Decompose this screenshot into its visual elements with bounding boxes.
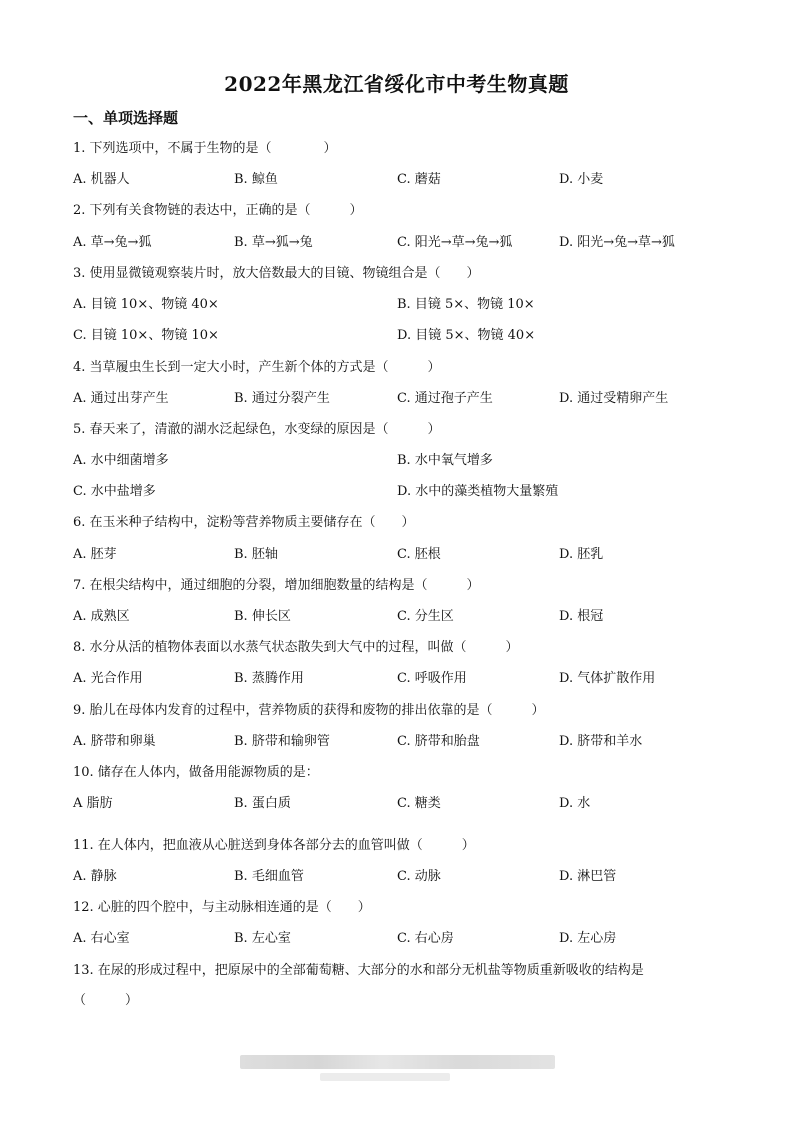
option-d: D. 气体扩散作用: [559, 671, 656, 686]
option-c: C. 呼吸作用: [397, 671, 467, 686]
option-b: B. 通过分裂产生: [234, 391, 330, 406]
option-d: D. 阳光→兔→草→狐: [559, 235, 675, 250]
option-b: B. 伸长区: [234, 609, 291, 624]
option-c: C. 动脉: [397, 869, 441, 884]
option-a: A. 胚芽: [73, 547, 117, 562]
option-b: B. 毛细血管: [234, 869, 304, 884]
option-b: B. 目镜 5×、物镜 10×: [397, 297, 535, 312]
question-stem: 12. 心脏的四个腔中，与主动脉相连通的是（ ）: [73, 900, 371, 915]
option-b: B. 鲸鱼: [234, 172, 278, 187]
option-d: D. 水中的藻类植物大量繁殖: [397, 484, 559, 499]
question-stem-continuation: （ ）: [73, 993, 139, 1008]
footer-watermark: [240, 1055, 555, 1069]
question-stem: 9. 胎儿在母体内发育的过程中，营养物质的获得和废物的排出依靠的是（ ）: [73, 703, 545, 718]
option-a: A 脂肪: [73, 796, 113, 811]
option-b: B. 水中氧气增多: [397, 453, 493, 468]
question-stem: 8. 水分从活的植物体表面以水蒸气状态散失到大气中的过程，叫做（ ）: [73, 640, 519, 655]
option-b: B. 左心室: [234, 931, 291, 946]
question-stem: 1. 下列选项中，不属于生物的是（ ）: [73, 141, 337, 156]
option-b: B. 蛋白质: [234, 796, 291, 811]
option-d: D. 胚乳: [559, 547, 604, 562]
section-title: 一、单项选择题: [73, 109, 179, 127]
page-title: 2022年黑龙江省绥化市中考生物真题: [224, 72, 569, 96]
option-d: D. 左心房: [559, 931, 617, 946]
option-a: A. 右心室: [73, 931, 130, 946]
option-a: A. 成熟区: [73, 609, 130, 624]
option-a: A. 光合作用: [73, 671, 143, 686]
option-d: D. 目镜 5×、物镜 40×: [397, 328, 536, 343]
option-c: C. 蘑菇: [397, 172, 441, 187]
option-b: B. 胚轴: [234, 547, 278, 562]
option-b: B. 草→狐→兔: [234, 235, 313, 250]
option-a: A. 静脉: [73, 869, 117, 884]
option-a: A. 通过出芽产生: [73, 391, 169, 406]
option-b: B. 蒸腾作用: [234, 671, 304, 686]
question-stem: 4. 当草履虫生长到一定大小时，产生新个体的方式是（ ）: [73, 360, 441, 375]
option-c: C. 右心房: [397, 931, 454, 946]
footer-watermark-line: [320, 1073, 450, 1081]
option-c: C. 水中盐增多: [73, 484, 156, 499]
option-a: A. 目镜 10×、物镜 40×: [73, 297, 219, 312]
option-a: A. 草→兔→狐: [73, 235, 152, 250]
option-c: C. 目镜 10×、物镜 10×: [73, 328, 219, 343]
option-d: D. 通过受精卵产生: [559, 391, 669, 406]
question-stem: 10. 储存在人体内，做备用能源物质的是：: [73, 765, 319, 780]
question-stem: 3. 使用显微镜观察装片时，放大倍数最大的目镜、物镜组合是（ ）: [73, 266, 480, 281]
option-d: D. 水: [559, 796, 591, 811]
option-a: A. 脐带和卵巢: [73, 734, 156, 749]
option-c: C. 胚根: [397, 547, 441, 562]
option-a: A. 水中细菌增多: [73, 453, 169, 468]
option-b: B. 脐带和输卵管: [234, 734, 330, 749]
question-stem: 6. 在玉米种子结构中，淀粉等营养物质主要储存在（ ）: [73, 515, 415, 530]
question-stem: 2. 下列有关食物链的表达中，正确的是（ ）: [73, 203, 363, 218]
question-stem: 7. 在根尖结构中，通过细胞的分裂，增加细胞数量的结构是（ ）: [73, 578, 480, 593]
option-d: D. 脐带和羊水: [559, 734, 643, 749]
option-c: C. 分生区: [397, 609, 454, 624]
option-a: A. 机器人: [73, 172, 130, 187]
option-d: D. 淋巴管: [559, 869, 617, 884]
option-d: D. 根冠: [559, 609, 604, 624]
option-c: C. 阳光→草→兔→狐: [397, 235, 513, 250]
question-stem: 11. 在人体内，把血液从心脏送到身体各部分去的血管叫做（ ）: [73, 838, 475, 853]
option-c: C. 通过孢子产生: [397, 391, 493, 406]
question-stem: 13. 在尿的形成过程中，把原尿中的全部葡萄糖、大部分的水和部分无机盐等物质重新吸收的结构是: [73, 963, 644, 978]
option-c: C. 脐带和胎盘: [397, 734, 480, 749]
option-c: C. 糖类: [397, 796, 441, 811]
option-d: D. 小麦: [559, 172, 604, 187]
question-stem: 5. 春天来了，清澈的湖水泛起绿色，水变绿的原因是（ ）: [73, 422, 441, 437]
